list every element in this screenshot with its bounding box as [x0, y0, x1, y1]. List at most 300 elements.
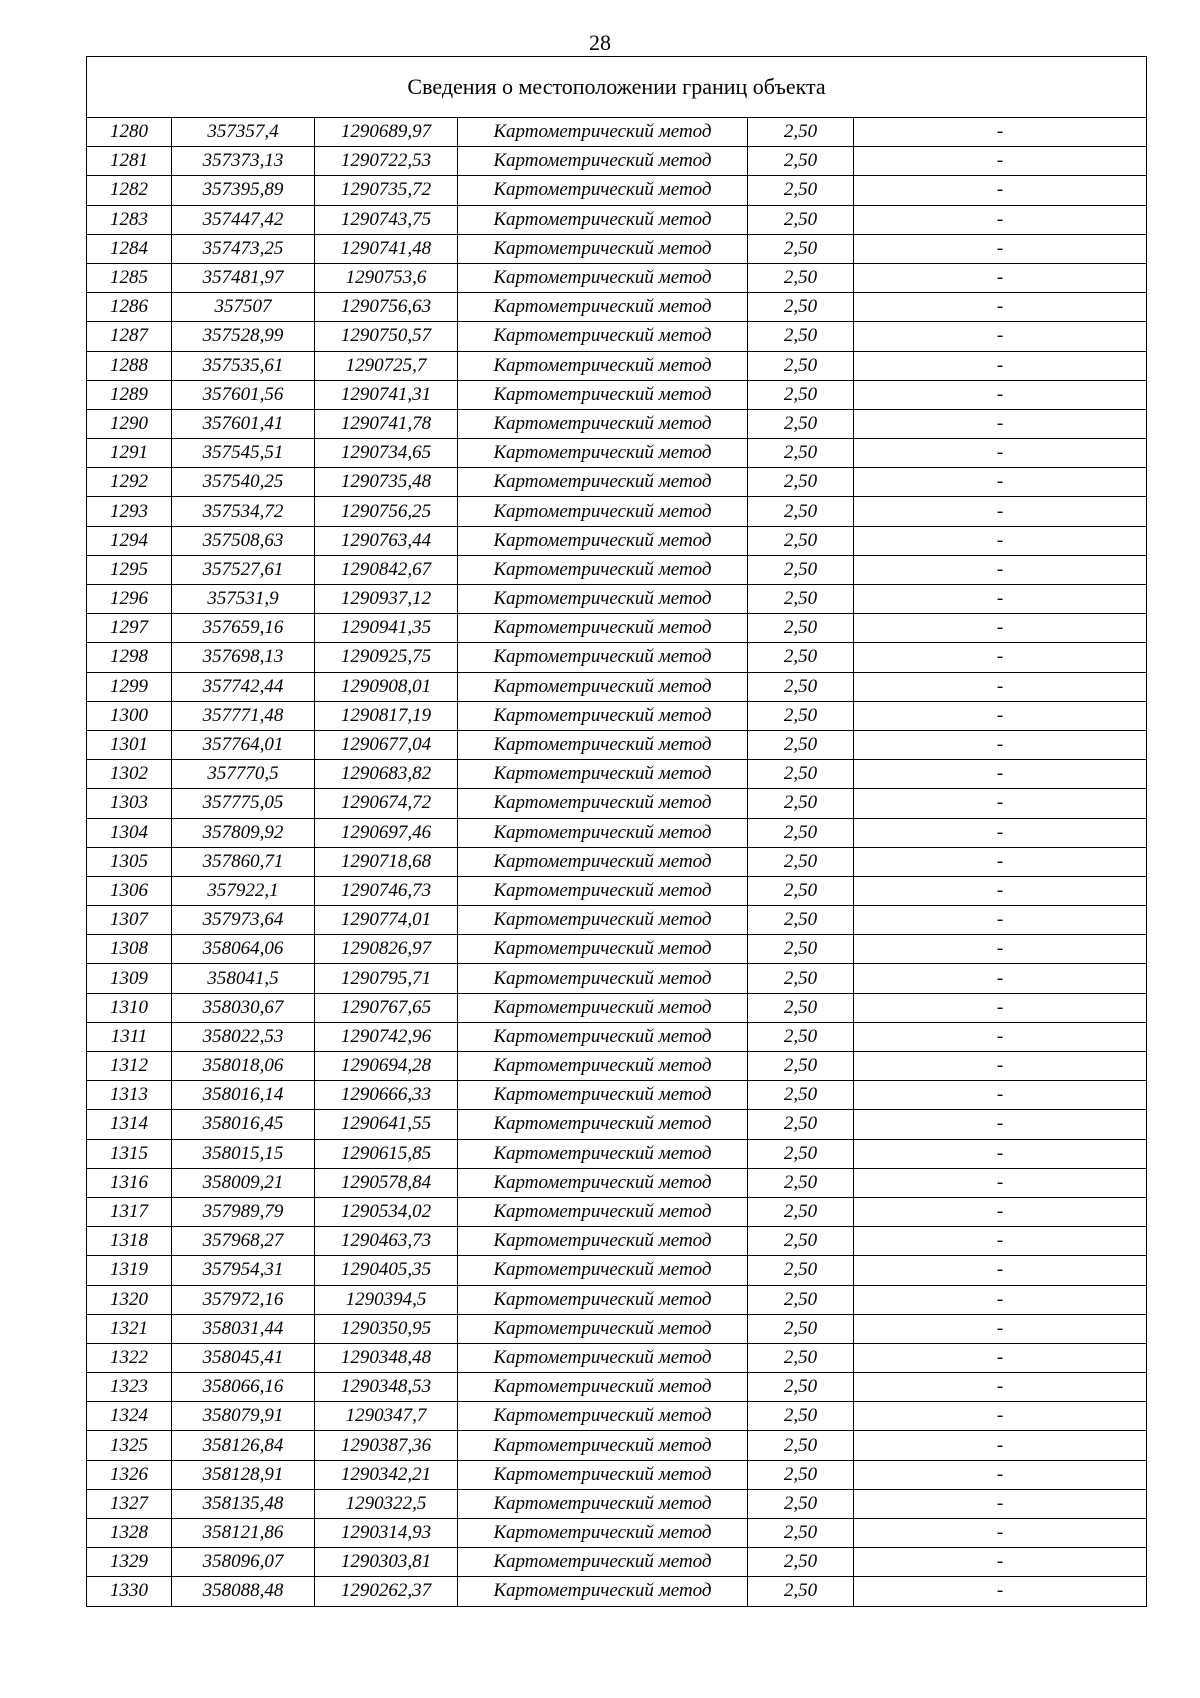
method-cell: Картометрический метод — [458, 1373, 748, 1402]
point-number-cell: 1283 — [87, 205, 172, 234]
coord-x-cell: 357531,9 — [172, 585, 315, 614]
note-cell: - — [854, 468, 1147, 497]
note-cell: - — [854, 1110, 1147, 1139]
method-cell: Картометрический метод — [458, 760, 748, 789]
coord-y-cell: 1290697,46 — [315, 818, 458, 847]
note-cell: - — [854, 439, 1147, 468]
table-body — [87, 118, 1147, 1607]
accuracy-cell: 2,50 — [748, 906, 854, 935]
coord-x-cell: 358135,48 — [172, 1489, 315, 1518]
method-cell: Картометрический метод — [458, 1402, 748, 1431]
coord-y-cell: 1290674,72 — [315, 789, 458, 818]
table-title-row — [87, 57, 1147, 118]
coord-y-cell: 1290826,97 — [315, 935, 458, 964]
table-row — [87, 1081, 1147, 1110]
page-number: 28 — [589, 30, 611, 55]
method-cell: Картометрический метод — [458, 147, 748, 176]
accuracy-cell: 2,50 — [748, 497, 854, 526]
note-cell: - — [854, 876, 1147, 905]
method-cell: Картометрический метод — [458, 1431, 748, 1460]
method-cell: Картометрический метод — [458, 1314, 748, 1343]
point-number-cell: 1321 — [87, 1314, 172, 1343]
accuracy-cell: 2,50 — [748, 643, 854, 672]
accuracy-cell: 2,50 — [748, 1227, 854, 1256]
coord-x-cell: 357809,92 — [172, 818, 315, 847]
note-cell: - — [854, 205, 1147, 234]
note-cell: - — [854, 1139, 1147, 1168]
method-cell: Картометрический метод — [458, 876, 748, 905]
coord-y-cell: 1290735,72 — [315, 176, 458, 205]
coord-x-cell: 357473,25 — [172, 234, 315, 263]
table-row — [87, 993, 1147, 1022]
coord-x-cell: 358121,86 — [172, 1519, 315, 1548]
coord-y-cell: 1290774,01 — [315, 906, 458, 935]
accuracy-cell: 2,50 — [748, 147, 854, 176]
point-number-cell: 1311 — [87, 1022, 172, 1051]
coord-x-cell: 358015,15 — [172, 1139, 315, 1168]
coord-y-cell: 1290615,85 — [315, 1139, 458, 1168]
accuracy-cell: 2,50 — [748, 1197, 854, 1226]
point-number-cell: 1299 — [87, 672, 172, 701]
table-row — [87, 1489, 1147, 1518]
table-row — [87, 585, 1147, 614]
accuracy-cell: 2,50 — [748, 1343, 854, 1372]
coord-x-cell: 358018,06 — [172, 1052, 315, 1081]
coord-y-cell: 1290734,65 — [315, 439, 458, 468]
method-cell: Картометрический метод — [458, 730, 748, 759]
coord-x-cell: 358064,06 — [172, 935, 315, 964]
coord-x-cell: 358045,41 — [172, 1343, 315, 1372]
coord-y-cell: 1290741,31 — [315, 380, 458, 409]
coord-x-cell: 358022,53 — [172, 1022, 315, 1051]
coord-x-cell: 358031,44 — [172, 1314, 315, 1343]
accuracy-cell: 2,50 — [748, 555, 854, 584]
accuracy-cell: 2,50 — [748, 1052, 854, 1081]
accuracy-cell: 2,50 — [748, 1577, 854, 1606]
table-row — [87, 906, 1147, 935]
note-cell: - — [854, 497, 1147, 526]
note-cell: - — [854, 351, 1147, 380]
note-cell: - — [854, 818, 1147, 847]
coord-x-cell: 357764,01 — [172, 730, 315, 759]
accuracy-cell: 2,50 — [748, 380, 854, 409]
table-row — [87, 1227, 1147, 1256]
accuracy-cell: 2,50 — [748, 1168, 854, 1197]
table-row — [87, 555, 1147, 584]
table-row — [87, 293, 1147, 322]
coord-y-cell: 1290694,28 — [315, 1052, 458, 1081]
coord-x-cell: 357775,05 — [172, 789, 315, 818]
table-row — [87, 789, 1147, 818]
table-row — [87, 118, 1147, 147]
accuracy-cell: 2,50 — [748, 409, 854, 438]
note-cell: - — [854, 1489, 1147, 1518]
accuracy-cell: 2,50 — [748, 351, 854, 380]
accuracy-cell: 2,50 — [748, 701, 854, 730]
accuracy-cell: 2,50 — [748, 935, 854, 964]
table-row — [87, 234, 1147, 263]
note-cell: - — [854, 1577, 1147, 1606]
note-cell: - — [854, 1285, 1147, 1314]
point-number-cell: 1320 — [87, 1285, 172, 1314]
method-cell: Картометрический метод — [458, 1168, 748, 1197]
note-cell: - — [854, 906, 1147, 935]
method-cell: Картометрический метод — [458, 1227, 748, 1256]
method-cell: Картометрический метод — [458, 1519, 748, 1548]
boundary-table-container — [86, 56, 1146, 1607]
point-number-cell: 1319 — [87, 1256, 172, 1285]
table-row — [87, 1373, 1147, 1402]
table-row — [87, 614, 1147, 643]
coord-y-cell: 1290641,55 — [315, 1110, 458, 1139]
coord-y-cell: 1290767,65 — [315, 993, 458, 1022]
accuracy-cell: 2,50 — [748, 1285, 854, 1314]
coord-y-cell: 1290735,48 — [315, 468, 458, 497]
method-cell: Картометрический метод — [458, 818, 748, 847]
point-number-cell: 1286 — [87, 293, 172, 322]
coord-x-cell: 357770,5 — [172, 760, 315, 789]
accuracy-cell: 2,50 — [748, 672, 854, 701]
coord-y-cell: 1290763,44 — [315, 526, 458, 555]
coord-y-cell: 1290666,33 — [315, 1081, 458, 1110]
accuracy-cell: 2,50 — [748, 1431, 854, 1460]
accuracy-cell: 2,50 — [748, 1256, 854, 1285]
point-number-cell: 1293 — [87, 497, 172, 526]
note-cell: - — [854, 789, 1147, 818]
coord-y-cell: 1290394,5 — [315, 1285, 458, 1314]
coord-y-cell: 1290718,68 — [315, 847, 458, 876]
coord-y-cell: 1290756,63 — [315, 293, 458, 322]
coord-x-cell: 357972,16 — [172, 1285, 315, 1314]
table-row — [87, 1285, 1147, 1314]
note-cell: - — [854, 1081, 1147, 1110]
coord-y-cell: 1290741,48 — [315, 234, 458, 263]
accuracy-cell: 2,50 — [748, 585, 854, 614]
method-cell: Картометрический метод — [458, 614, 748, 643]
note-cell: - — [854, 585, 1147, 614]
table-row — [87, 1022, 1147, 1051]
note-cell: - — [854, 730, 1147, 759]
accuracy-cell: 2,50 — [748, 1139, 854, 1168]
point-number-cell: 1282 — [87, 176, 172, 205]
point-number-cell: 1312 — [87, 1052, 172, 1081]
method-cell: Картометрический метод — [458, 1081, 748, 1110]
point-number-cell: 1284 — [87, 234, 172, 263]
accuracy-cell: 2,50 — [748, 1548, 854, 1577]
point-number-cell: 1326 — [87, 1460, 172, 1489]
coord-y-cell: 1290683,82 — [315, 760, 458, 789]
accuracy-cell: 2,50 — [748, 1373, 854, 1402]
note-cell: - — [854, 1256, 1147, 1285]
coord-x-cell: 357527,61 — [172, 555, 315, 584]
coord-y-cell: 1290348,48 — [315, 1343, 458, 1372]
accuracy-cell: 2,50 — [748, 205, 854, 234]
method-cell: Картометрический метод — [458, 1197, 748, 1226]
table-row — [87, 1431, 1147, 1460]
method-cell: Картометрический метод — [458, 643, 748, 672]
table-row — [87, 876, 1147, 905]
method-cell: Картометрический метод — [458, 293, 748, 322]
note-cell: - — [854, 643, 1147, 672]
table-row — [87, 409, 1147, 438]
note-cell: - — [854, 1052, 1147, 1081]
point-number-cell: 1323 — [87, 1373, 172, 1402]
point-number-cell: 1325 — [87, 1431, 172, 1460]
point-number-cell: 1313 — [87, 1081, 172, 1110]
point-number-cell: 1305 — [87, 847, 172, 876]
note-cell: - — [854, 672, 1147, 701]
note-cell: - — [854, 1022, 1147, 1051]
coord-x-cell: 357528,99 — [172, 322, 315, 351]
table-row — [87, 205, 1147, 234]
coord-x-cell: 357742,44 — [172, 672, 315, 701]
note-cell: - — [854, 322, 1147, 351]
coord-y-cell: 1290750,57 — [315, 322, 458, 351]
accuracy-cell: 2,50 — [748, 1402, 854, 1431]
method-cell: Картометрический метод — [458, 409, 748, 438]
coord-y-cell: 1290347,7 — [315, 1402, 458, 1431]
note-cell: - — [854, 1373, 1147, 1402]
accuracy-cell: 2,50 — [748, 1110, 854, 1139]
table-row — [87, 760, 1147, 789]
method-cell: Картометрический метод — [458, 993, 748, 1022]
note-cell: - — [854, 176, 1147, 205]
note-cell: - — [854, 409, 1147, 438]
coord-x-cell: 357508,63 — [172, 526, 315, 555]
table-row — [87, 1519, 1147, 1548]
coord-y-cell: 1290463,73 — [315, 1227, 458, 1256]
note-cell: - — [854, 526, 1147, 555]
coord-x-cell: 358066,16 — [172, 1373, 315, 1402]
note-cell: - — [854, 1431, 1147, 1460]
point-number-cell: 1308 — [87, 935, 172, 964]
accuracy-cell: 2,50 — [748, 760, 854, 789]
point-number-cell: 1322 — [87, 1343, 172, 1372]
accuracy-cell: 2,50 — [748, 1022, 854, 1051]
accuracy-cell: 2,50 — [748, 818, 854, 847]
coord-y-cell: 1290578,84 — [315, 1168, 458, 1197]
note-cell: - — [854, 614, 1147, 643]
coord-x-cell: 358096,07 — [172, 1548, 315, 1577]
point-number-cell: 1302 — [87, 760, 172, 789]
note-cell: - — [854, 555, 1147, 584]
point-number-cell: 1295 — [87, 555, 172, 584]
note-cell: - — [854, 1168, 1147, 1197]
accuracy-cell: 2,50 — [748, 176, 854, 205]
method-cell: Картометрический метод — [458, 234, 748, 263]
method-cell: Картометрический метод — [458, 1577, 748, 1606]
coord-y-cell: 1290743,75 — [315, 205, 458, 234]
accuracy-cell: 2,50 — [748, 1519, 854, 1548]
coord-y-cell: 1290689,97 — [315, 118, 458, 147]
table-row — [87, 935, 1147, 964]
table-row — [87, 1548, 1147, 1577]
coord-y-cell: 1290262,37 — [315, 1577, 458, 1606]
table-row — [87, 964, 1147, 993]
coord-x-cell: 357507 — [172, 293, 315, 322]
note-cell: - — [854, 935, 1147, 964]
note-cell: - — [854, 1402, 1147, 1431]
method-cell: Картометрический метод — [458, 468, 748, 497]
coord-y-cell: 1290322,5 — [315, 1489, 458, 1518]
accuracy-cell: 2,50 — [748, 993, 854, 1022]
note-cell: - — [854, 760, 1147, 789]
point-number-cell: 1301 — [87, 730, 172, 759]
coord-x-cell: 358030,67 — [172, 993, 315, 1022]
table-row — [87, 176, 1147, 205]
point-number-cell: 1281 — [87, 147, 172, 176]
note-cell: - — [854, 1519, 1147, 1548]
point-number-cell: 1296 — [87, 585, 172, 614]
coord-x-cell: 357545,51 — [172, 439, 315, 468]
coord-y-cell: 1290722,53 — [315, 147, 458, 176]
coord-x-cell: 357989,79 — [172, 1197, 315, 1226]
accuracy-cell: 2,50 — [748, 876, 854, 905]
table-row — [87, 351, 1147, 380]
coord-x-cell: 357973,64 — [172, 906, 315, 935]
accuracy-cell: 2,50 — [748, 526, 854, 555]
table-row — [87, 380, 1147, 409]
note-cell: - — [854, 147, 1147, 176]
coord-x-cell: 358016,14 — [172, 1081, 315, 1110]
accuracy-cell: 2,50 — [748, 439, 854, 468]
accuracy-cell: 2,50 — [748, 614, 854, 643]
coord-x-cell: 357601,41 — [172, 409, 315, 438]
coord-y-cell: 1290342,21 — [315, 1460, 458, 1489]
point-number-cell: 1309 — [87, 964, 172, 993]
point-number-cell: 1329 — [87, 1548, 172, 1577]
table-row — [87, 643, 1147, 672]
method-cell: Картометрический метод — [458, 789, 748, 818]
accuracy-cell: 2,50 — [748, 847, 854, 876]
coord-y-cell: 1290677,04 — [315, 730, 458, 759]
method-cell: Картометрический метод — [458, 205, 748, 234]
method-cell: Картометрический метод — [458, 1285, 748, 1314]
point-number-cell: 1294 — [87, 526, 172, 555]
accuracy-cell: 2,50 — [748, 1460, 854, 1489]
method-cell: Картометрический метод — [458, 1460, 748, 1489]
table-row — [87, 468, 1147, 497]
coord-y-cell: 1290303,81 — [315, 1548, 458, 1577]
point-number-cell: 1297 — [87, 614, 172, 643]
table-row — [87, 1402, 1147, 1431]
coord-y-cell: 1290937,12 — [315, 585, 458, 614]
accuracy-cell: 2,50 — [748, 789, 854, 818]
method-cell: Картометрический метод — [458, 1256, 748, 1285]
point-number-cell: 1317 — [87, 1197, 172, 1226]
coord-y-cell: 1290741,78 — [315, 409, 458, 438]
coord-x-cell: 358088,48 — [172, 1577, 315, 1606]
method-cell: Картометрический метод — [458, 585, 748, 614]
point-number-cell: 1307 — [87, 906, 172, 935]
coord-y-cell: 1290534,02 — [315, 1197, 458, 1226]
coord-x-cell: 357922,1 — [172, 876, 315, 905]
point-number-cell: 1287 — [87, 322, 172, 351]
table-row — [87, 1110, 1147, 1139]
note-cell: - — [854, 1227, 1147, 1256]
coord-y-cell: 1290725,7 — [315, 351, 458, 380]
note-cell: - — [854, 1343, 1147, 1372]
point-number-cell: 1280 — [87, 118, 172, 147]
coord-x-cell: 357860,71 — [172, 847, 315, 876]
table-title: Сведения о местоположении границ объекта — [87, 57, 1147, 118]
table-row — [87, 497, 1147, 526]
coord-x-cell: 357659,16 — [172, 614, 315, 643]
coord-y-cell: 1290941,35 — [315, 614, 458, 643]
table-row — [87, 263, 1147, 292]
table-row — [87, 1139, 1147, 1168]
coord-x-cell: 357601,56 — [172, 380, 315, 409]
method-cell: Картометрический метод — [458, 1022, 748, 1051]
boundary-table — [86, 56, 1147, 1607]
coord-x-cell: 357698,13 — [172, 643, 315, 672]
point-number-cell: 1288 — [87, 351, 172, 380]
note-cell: - — [854, 1197, 1147, 1226]
table-row — [87, 147, 1147, 176]
coord-x-cell: 358128,91 — [172, 1460, 315, 1489]
coord-x-cell: 357771,48 — [172, 701, 315, 730]
note-cell: - — [854, 1548, 1147, 1577]
accuracy-cell: 2,50 — [748, 964, 854, 993]
table-row — [87, 1460, 1147, 1489]
point-number-cell: 1300 — [87, 701, 172, 730]
coord-x-cell: 358079,91 — [172, 1402, 315, 1431]
coord-x-cell: 357535,61 — [172, 351, 315, 380]
note-cell: - — [854, 964, 1147, 993]
coord-y-cell: 1290387,36 — [315, 1431, 458, 1460]
method-cell: Картометрический метод — [458, 439, 748, 468]
table-row — [87, 1168, 1147, 1197]
coord-y-cell: 1290742,96 — [315, 1022, 458, 1051]
coord-y-cell: 1290795,71 — [315, 964, 458, 993]
table-row — [87, 1343, 1147, 1372]
coord-y-cell: 1290842,67 — [315, 555, 458, 584]
note-cell: - — [854, 701, 1147, 730]
coord-x-cell: 357481,97 — [172, 263, 315, 292]
coord-y-cell: 1290908,01 — [315, 672, 458, 701]
coord-y-cell: 1290746,73 — [315, 876, 458, 905]
point-number-cell: 1303 — [87, 789, 172, 818]
coord-y-cell: 1290314,93 — [315, 1519, 458, 1548]
method-cell: Картометрический метод — [458, 118, 748, 147]
method-cell: Картометрический метод — [458, 701, 748, 730]
note-cell: - — [854, 118, 1147, 147]
table-row — [87, 818, 1147, 847]
coord-y-cell: 1290405,35 — [315, 1256, 458, 1285]
method-cell: Картометрический метод — [458, 847, 748, 876]
coord-x-cell: 358009,21 — [172, 1168, 315, 1197]
point-number-cell: 1328 — [87, 1519, 172, 1548]
coord-y-cell: 1290350,95 — [315, 1314, 458, 1343]
note-cell: - — [854, 380, 1147, 409]
method-cell: Картометрический метод — [458, 380, 748, 409]
accuracy-cell: 2,50 — [748, 1314, 854, 1343]
method-cell: Картометрический метод — [458, 555, 748, 584]
coord-x-cell: 357447,42 — [172, 205, 315, 234]
coord-x-cell: 358016,45 — [172, 1110, 315, 1139]
method-cell: Картометрический метод — [458, 1052, 748, 1081]
coord-y-cell: 1290348,53 — [315, 1373, 458, 1402]
table-row — [87, 322, 1147, 351]
method-cell: Картометрический метод — [458, 906, 748, 935]
method-cell: Картометрический метод — [458, 263, 748, 292]
note-cell: - — [854, 1460, 1147, 1489]
point-number-cell: 1285 — [87, 263, 172, 292]
coord-x-cell: 357540,25 — [172, 468, 315, 497]
coord-x-cell: 357968,27 — [172, 1227, 315, 1256]
accuracy-cell: 2,50 — [748, 468, 854, 497]
method-cell: Картометрический метод — [458, 1343, 748, 1372]
